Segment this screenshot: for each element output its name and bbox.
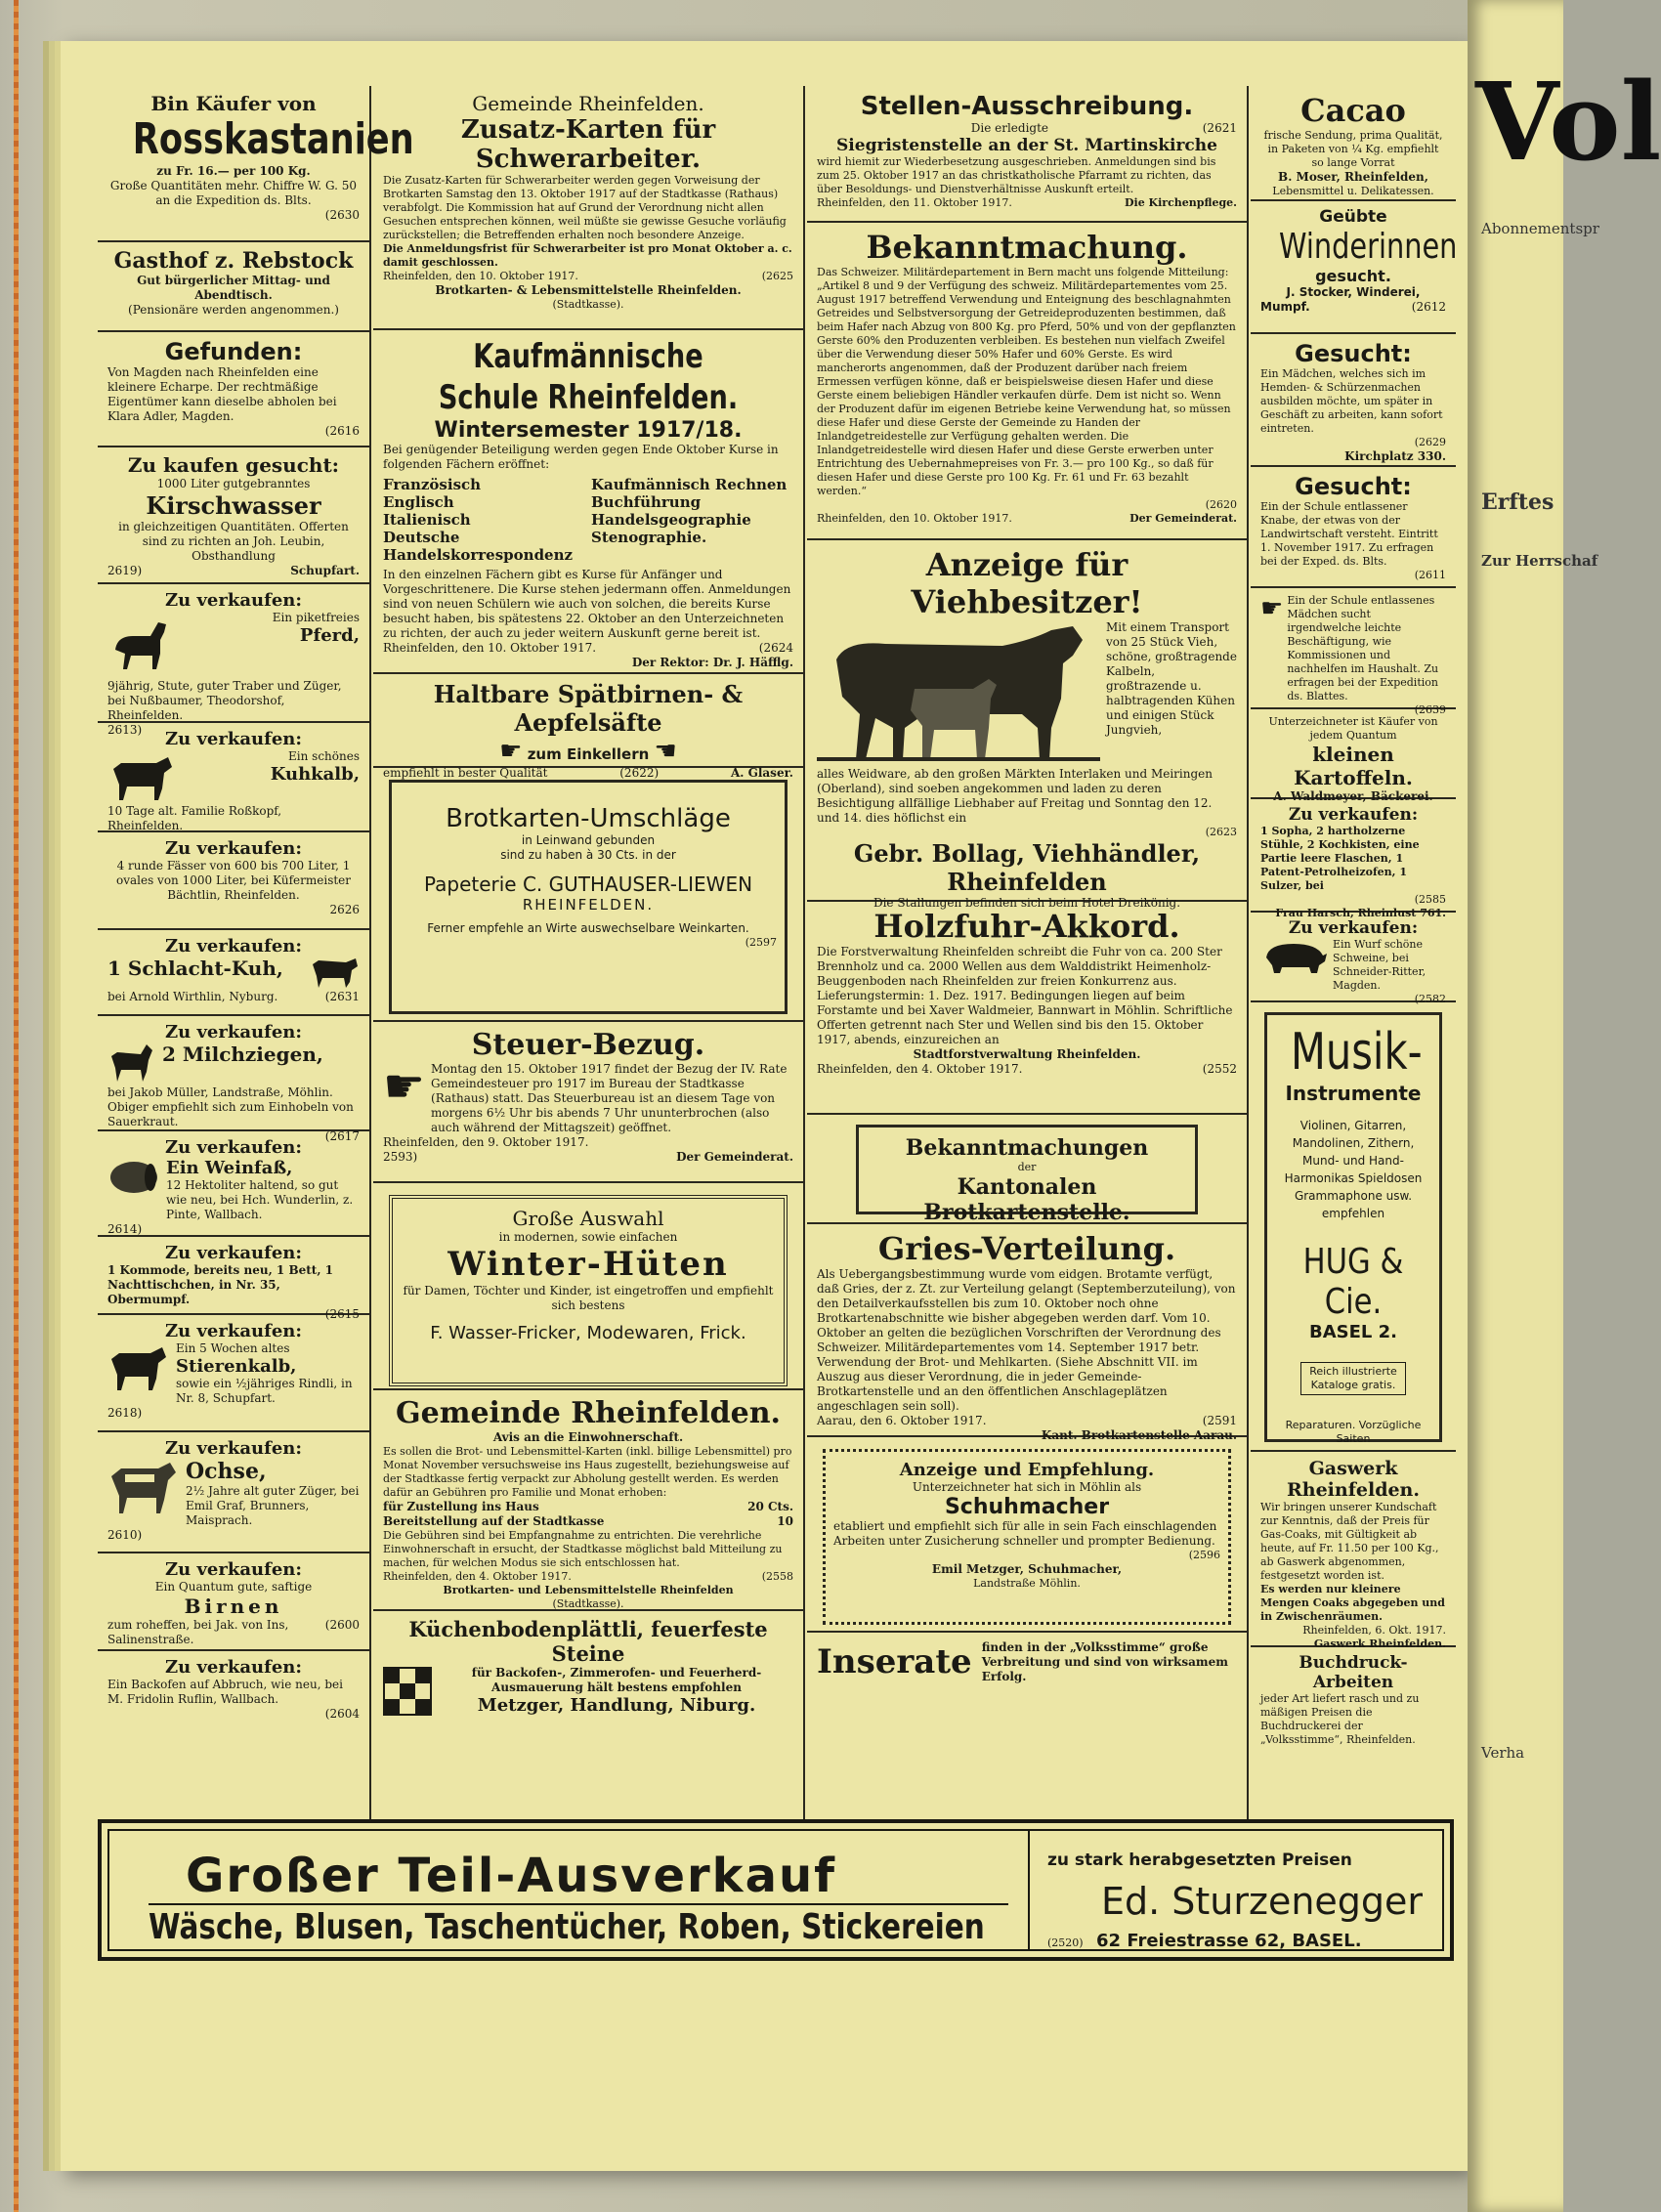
hut-title: Winter-Hüten bbox=[447, 1245, 729, 1284]
kirsch-word: Kirschwasser bbox=[146, 491, 321, 520]
faesser-body: 4 runde Fässer von 600 bis 700 Liter, 1 ovales von 1000 Liter, bei Küfermeister Bächtlin, Rheinfelden. bbox=[115, 859, 352, 902]
ad-inserate bbox=[807, 1633, 1247, 1691]
rebstock-body: Gut bürgerlicher Mittag- und Abendtisch. bbox=[137, 274, 330, 302]
ad-kaufmaennische-schule bbox=[373, 330, 803, 674]
kfm-course-1: Französisch bbox=[383, 476, 482, 493]
rebstock-note: (Pensionäre werden angenommen.) bbox=[128, 303, 339, 317]
facing-page bbox=[1468, 0, 1661, 2212]
backofen-body: Ein Backofen auf Abbruch, wie neu, bei M. Fridolin Ruflin, Wallbach. bbox=[107, 1678, 343, 1706]
steuer-title: Steuer-Bezug. bbox=[471, 1028, 705, 1062]
zusatz-body: Die Zusatz-Karten für Schwerarbeiter werden gegen Vorweisung der Brotkarten Samstag den 13. Oktober 1917 auf der Stadtkasse (Rathaus) verabfolgt. Die Kommission hat auf Grund der Verordnung nicht allen Gesuchen entsprechen können, weil müßte sie gewisse Gesuche vorläufig zurückstellen; die Betreffenden erhalten noch besondere Anzeige. bbox=[383, 174, 787, 241]
kfm-title: Kaufmännische Schule Rheinfelden. bbox=[438, 337, 739, 417]
ad-buchdruck bbox=[1251, 1647, 1456, 1746]
ad-rosskastanien bbox=[98, 86, 414, 242]
birnen-sub: Ein Quantum gute, saftige bbox=[154, 1580, 313, 1594]
stellen-title: Stellen-Ausschreibung. bbox=[860, 92, 1194, 121]
ziegen-title: Zu verkaufen: bbox=[164, 1022, 303, 1042]
kfm-sem: Wintersemester 1917/18. bbox=[434, 418, 743, 443]
ges1-title: Gesucht: bbox=[1295, 340, 1412, 367]
kfm-course-6: Buchführung bbox=[591, 493, 702, 511]
schuh-place: Landstraße Möhlin. bbox=[973, 1577, 1081, 1590]
schuh-sign: Emil Metzger, Schuhmacher, bbox=[931, 1562, 1123, 1576]
kfm-course-3: Italienisch bbox=[383, 511, 471, 529]
gem2-sign2: (Stadtkasse). bbox=[552, 1597, 624, 1610]
ad-steuerbezug bbox=[373, 1022, 803, 1183]
birnen-word: Birnen bbox=[184, 1595, 283, 1618]
kuechen-firm: Metzger, Handlung, Niburg. bbox=[477, 1695, 756, 1716]
bek-code: (2620 bbox=[1205, 498, 1237, 511]
stellen-word: Siegristenstelle an der St. Martinskirche bbox=[836, 136, 1217, 155]
stellen-date: Rheinfelden, den 11. Oktober 1917. bbox=[817, 196, 1012, 209]
ges3-body: Ein der Schule entlassenes Mädchen sucht irgendwelche leichte Beschäftigung, wie Kommissionen und nachhelfen im Haushalt. Zu erfragen bei der Expedition ds. Blattes. bbox=[1287, 594, 1439, 702]
kant-line2: Kantonalen Brotkartenstelle. bbox=[923, 1174, 1130, 1225]
pferd-title: Zu verkaufen: bbox=[164, 590, 303, 611]
brot-body: Ferner empfehle an Wirte auswechselbare Weinkarten. bbox=[427, 921, 749, 935]
steuer-code: 2593) bbox=[383, 1150, 418, 1164]
vieh-body: alles Weidware, ab den großen Märkten Interlaken und Meiringen (Oberland), sind soeben angekommen und laden zu deren Besichtigung allfällige Liebhaber auf Freitag und Sonntag den 12. und 14. dies höflichst ein bbox=[817, 767, 1213, 825]
vieh-firm: Gebr. Bollag, Viehhändler, Rheinfelden bbox=[853, 839, 1201, 896]
backofen-code: (2604 bbox=[324, 1707, 360, 1721]
ad-kantonale-brotkartenstelle bbox=[807, 1115, 1247, 1224]
gefunden-code: (2616 bbox=[324, 424, 360, 438]
steuer-sign: Der Gemeinderat. bbox=[676, 1150, 793, 1164]
kommode-code: (2615 bbox=[324, 1307, 360, 1321]
stier-sub: Ein 5 Wochen altes bbox=[176, 1341, 290, 1355]
gries-code: (2591 bbox=[1202, 1414, 1237, 1427]
ad-kirschwasser bbox=[98, 447, 369, 584]
vieh-side: Mit einem Transport von 25 Stück Vieh, schöne, großtragende Kalbeln, großtrazende u. halbtragenden Kühen und einigen Stück Jungvieh, bbox=[1106, 620, 1237, 737]
ad-weinfass bbox=[98, 1131, 369, 1237]
stellen-sub: Die erledigte bbox=[970, 121, 1049, 135]
ad-bekanntmachung bbox=[807, 223, 1247, 540]
wind-firm: J. Stocker, Winderei, bbox=[1286, 285, 1421, 299]
ad-schweine bbox=[1251, 913, 1456, 1005]
ad-ochse bbox=[98, 1432, 369, 1553]
ges1-addr: Kirchplatz 330. bbox=[1344, 449, 1446, 463]
ochse-word: Ochse, bbox=[186, 1459, 267, 1484]
cattle-illustration-icon bbox=[817, 620, 1100, 767]
kfm-course-7: Handelsgeographie bbox=[591, 511, 751, 529]
pig-icon bbox=[1260, 938, 1329, 977]
brot-sub2: sind zu haben à 30 Cts. in der bbox=[500, 848, 676, 862]
ausverkauf-items: Wäsche, Blusen, Taschentücher, Roben, Stickereien bbox=[149, 1907, 985, 1947]
gas-bold: Es werden nur kleinere Mengen Coaks abgegeben und in Zwischenräumen. bbox=[1260, 1583, 1445, 1623]
kfm-body: In den einzelnen Fächern gibt es Kurse für Anfänger und Vorgeschrittenere. Die Kurse stehen jedermann offen. Anmeldungen sind von neuen Schülern wie auch von solchen, die bereits Kurse besucht haben, bis spätestens 22. Oktober an den Unterzeichneten zu richten, der auch zu jeder weitern Auskunft gerne bereit ist. bbox=[383, 568, 791, 640]
saft-sub: zum Einkellern bbox=[527, 745, 650, 763]
gem2-val1: 20 Cts. bbox=[747, 1500, 793, 1513]
ad-kartoffeln bbox=[1251, 709, 1456, 803]
pointing-hand-icon-left: ☚ bbox=[654, 737, 677, 766]
gem2-sign: Brotkarten- und Lebensmittelstelle Rheinfelden bbox=[443, 1584, 734, 1596]
holz-code: (2552 bbox=[1202, 1062, 1237, 1076]
ziegen-word: 2 Milchziegen, bbox=[162, 1042, 323, 1066]
gem2-body: Es sollen die Brot- und Lebensmittel-Karten (inkl. billige Lebensmittel) pro Monat November versuchsweise ins Haus zugestellt, beziehungsweise auf der Stadtkasse fertig verpackt zur Abholung gestellt werden. Es werden dafür an Gebühren pro Familie und Monat erhoben: bbox=[383, 1445, 792, 1499]
kommode-body: 1 Kommode, bereits neu, 1 Bett, 1 Nachttischchen, in Nr. 35, Obermumpf. bbox=[107, 1263, 334, 1306]
goat-icon bbox=[107, 1042, 156, 1085]
kirsch-code: 2619) bbox=[107, 564, 143, 577]
rk-code: (2630 bbox=[324, 208, 360, 222]
faesser-code: 2626 bbox=[329, 903, 360, 916]
gefunden-body: Von Magden nach Rheinfelden eine kleinere Echarpe. Der rechtmäßige Eigentümer kann dieselbe abholen bei Klara Adler, Magden. bbox=[107, 365, 337, 423]
musik-firm: HUG & Cie. bbox=[1302, 1242, 1404, 1322]
ad-faesser bbox=[98, 832, 369, 930]
musik-cat1: Reich illustrierte bbox=[1309, 1365, 1397, 1378]
gas-title: Gaswerk Rheinfelden. bbox=[1286, 1458, 1420, 1501]
musik-place: BASEL 2. bbox=[1308, 1322, 1397, 1342]
ausverkauf-address: 62 Freiestrasse 62, BASEL. bbox=[1096, 1931, 1362, 1951]
gem2-val2: 10 bbox=[777, 1514, 793, 1528]
weinfass-code: 2614) bbox=[107, 1222, 143, 1236]
brot-firm: Papeterie C. GUTHAUSER-LIEWEN bbox=[423, 872, 753, 896]
musik-rep: Reparaturen. Vorzügliche Saiten bbox=[1285, 1419, 1422, 1445]
inserate-body: finden in der „Volksstimme“ große Verbreitung und sind von wirksamem Erfolg. bbox=[981, 1639, 1228, 1683]
kfm-date: Rheinfelden, den 10. Oktober 1917. bbox=[383, 641, 597, 655]
ochse-code: 2610) bbox=[107, 1528, 143, 1542]
kuechen-title: Küchenbodenplättli, feuerfeste Steine bbox=[408, 1617, 768, 1666]
steuer-body: Montag den 15. Oktober 1917 findet der Bezug der IV. Rate Gemeindesteuer pro 1917 im Bureau der Stadtkasse (Rathaus) statt. Das Steuerbureau ist an diesem Tage von morgens 6½ Uhr bis abends 7 Uhr ununterbrochen (also auch während der Mittagszeit) geöffnet. bbox=[431, 1062, 788, 1134]
ochse-title: Zu verkaufen: bbox=[164, 1438, 303, 1459]
saft-sign: A. Glaser. bbox=[730, 766, 793, 780]
hut-body: für Damen, Töchter und Kinder, ist eingetroffen und empfiehlt sich bestens bbox=[403, 1284, 774, 1312]
ad-maedchen-beschaeftigung bbox=[1251, 588, 1456, 716]
gries-sign: Kant. Brotkartenstelle Aarau. bbox=[1041, 1428, 1237, 1442]
ad-backofen bbox=[98, 1651, 369, 1729]
druck-title: Buchdruck-Arbeiten bbox=[1299, 1653, 1408, 1692]
saft-code: (2622) bbox=[619, 766, 660, 780]
schwein-title: Zu verkaufen: bbox=[1288, 918, 1419, 938]
inserate-title: Inserate bbox=[817, 1642, 972, 1681]
ausverkauf-prices: zu stark herabgesetzten Preisen bbox=[1047, 1850, 1352, 1870]
hut-firm: F. Wasser-Fricker, Modewaren, Frick. bbox=[430, 1323, 746, 1343]
backofen-title: Zu verkaufen: bbox=[164, 1657, 303, 1678]
schwein-code: (2582 bbox=[1414, 993, 1446, 1005]
schuh-body: etabliert und empfiehlt sich für alle in sein Fach einschlagenden Arbeiten unter Zusicherung schneller und prompter Bedienung. bbox=[833, 1519, 1217, 1548]
sofa-firm: Frau Harsch, Rheinlust 761. bbox=[1275, 907, 1446, 919]
pferd-sub: Ein piketfreies bbox=[272, 611, 360, 624]
kalb-title: Zu verkaufen: bbox=[164, 729, 303, 749]
kfm-course-8: Stenographie. bbox=[591, 529, 707, 546]
holz-date: Rheinfelden, den 4. Oktober 1917. bbox=[817, 1062, 1023, 1076]
column-2 bbox=[373, 86, 805, 1890]
calf-icon bbox=[107, 749, 176, 804]
kant-line1: Bekanntmachungen bbox=[905, 1135, 1149, 1161]
ad-sopha bbox=[1251, 799, 1456, 919]
stellen-body: wird hiemit zur Wiederbesetzung ausgeschrieben. Anmeldungen sind bis zum 25. Oktober 1917 an das christkatholische Pfarramt zu richten, das über Besoldungs- und Dienstverhältnisse Auskunft erteilt. bbox=[817, 155, 1216, 195]
gries-body: Als Uebergangsbestimmung wurde vom eidgen. Brotamte verfügt, daß Gries, der z. Zt. zur Verteilung gelangt (Septemberzuteilung), von den Detailverkaufsstellen bis zum 10. Oktober noch ohne Brotkartenabschnitte wie bisher abgegeben werden darf. Vom 10. Oktober an gelten die bezüglichen Vorschriften der Verordnung des Schweizer. Militärdepartementes vom 14. September 1917 betr. Verwendung der Brot- und Mehlkarten. (Siehe Abschnitt VII. im Auszug aus dieser Verordnung, die in jeder Gemeinde-Brotkartenstelle und an den öffentlichen Anschlageplätzen angeschlagen sein soll). bbox=[817, 1267, 1236, 1413]
ad-gesucht-knabe bbox=[1251, 467, 1456, 588]
ausverkauf-rule bbox=[149, 1903, 1008, 1905]
zusatz-sign: Brotkarten- & Lebensmittelstelle Rheinfelden. bbox=[435, 283, 742, 297]
ad-winderinnen bbox=[1251, 201, 1456, 334]
kfm-code: (2624 bbox=[758, 641, 793, 655]
kirsch-title: Zu kaufen gesucht: bbox=[127, 453, 340, 477]
kalb-word: Kuhkalb, bbox=[270, 764, 360, 785]
ad-gefunden bbox=[98, 332, 369, 447]
ad-kuechenboden bbox=[373, 1611, 803, 1719]
barrel-icon bbox=[107, 1158, 160, 1197]
saft-body: empfiehlt in bester Qualität bbox=[383, 766, 548, 780]
birnen-body: zum roheffen, bei Jak. von Ins, Salinenstraße. bbox=[107, 1618, 289, 1646]
ad-milchziegen bbox=[98, 1016, 369, 1143]
pferd-body: 9jährig, Stute, guter Traber und Züger, bei Nußbaumer, Theodorshof, Rheinfelden. bbox=[107, 679, 342, 722]
schlacht-title: Zu verkaufen: bbox=[164, 936, 303, 957]
holz-title: Holzfuhr-Akkord. bbox=[873, 908, 1180, 945]
vieh-note: Die Stallungen befinden sich beim Hotel Dreikönig. bbox=[873, 896, 1181, 910]
gefunden-title: Gefunden: bbox=[164, 338, 303, 365]
kant-der: der bbox=[1017, 1161, 1037, 1173]
schwein-body: Ein Wurf schöne Schweine, bei Schneider-Ritter, Magden. bbox=[1333, 938, 1427, 992]
gries-title: Gries-Verteilung. bbox=[877, 1230, 1176, 1267]
gem2-code: (2558 bbox=[761, 1570, 793, 1583]
ad-gesucht-maedchen bbox=[1251, 334, 1456, 467]
gem-head: Gemeinde Rheinfelden. bbox=[472, 92, 704, 115]
kfm-intro: Bei genügender Beteiligung werden gegen Ende Oktober Kurse in folgenden Fächern eröffnet: bbox=[383, 443, 779, 471]
ad-stierenkalb bbox=[98, 1315, 369, 1432]
ad-saefte bbox=[373, 674, 803, 780]
facing-line-4: Verha bbox=[1481, 1744, 1525, 1762]
cacao-body: frische Sendung, prima Qualität, in Paketen von ¼ Kg. empfiehlt so lange Vorrat bbox=[1263, 129, 1443, 169]
ad-gaswerk bbox=[1251, 1452, 1456, 1650]
vieh-code: (2623 bbox=[1205, 826, 1237, 838]
ges1-code: (2629 bbox=[1414, 436, 1446, 448]
brot-code: (2597 bbox=[745, 936, 777, 949]
gas-date: Rheinfelden, 6. Okt. 1917. bbox=[1302, 1624, 1446, 1637]
wind-sub: gesucht. bbox=[1315, 267, 1391, 285]
cacao-sub: Lebensmittel u. Delikatessen. bbox=[1272, 185, 1434, 197]
schuh-title: Schuhmacher bbox=[944, 1495, 1110, 1519]
ad-schuhmacher bbox=[807, 1437, 1247, 1633]
zusatz-sign2: (Stadtkasse). bbox=[552, 298, 624, 311]
bek-body: Das Schweizer. Militärdepartement in Bern macht uns folgende Mitteilung: „Artikel 8 und 9 der Verfügung des schweiz. Militärdepartementes vom 25. August 1917 betreffend Verwendung und Enteignung des beschlagnahmten Getreides und Selbstversorgung der Getreideproduzenten bestimmen, daß beim Hafer nach Abzug von 800 Kg. pro Pferd, 50% und von der gepflanzten Gerste 60% den Produzenten verbleiben. Es bestehen nun vielfach Zweifel über die Verwendung dieser 50% Hafer und 60% Gerste. Es wird mancherorts angenommen, daß der Produzent darüber nach freiem Ermessen verfügen könne, daß er beispielsweise diesen Hafer und diese Gerste einem beliebigen Händler verkaufen dürfe. Dem ist nicht so. Wenn der Produzent dafür im eigenen Betriebe keine Verwendung hat, so müssen diese Hafer und diese Gerste der Gemeinde zu Handen der Inlandgetreidestelle zur Verfügung gehalten werden. Die Inlandgetreidestelle wird diesen Hafer und diese Gerste erwerben unter Entrichtung des Uebernahmepreises von Fr. 3.— pro 100 Kg., so daß für diesen Hafer und diese Gerste pro 100 Kg. Fr. 61 und Fr. 63 bezahlt werden.“ bbox=[817, 266, 1236, 497]
binding-string bbox=[14, 0, 19, 2212]
tile-pattern-icon bbox=[383, 1667, 432, 1716]
gas-sign: Gaswerk Rheinfelden. bbox=[1313, 1638, 1446, 1650]
faesser-title: Zu verkaufen: bbox=[164, 838, 303, 859]
kuechen-body: für Backofen-, Zimmerofen- und Feuerherd-Ausmauerung hält bestens empfohlen bbox=[471, 1666, 762, 1694]
schlacht-word: 1 Schlacht-Kuh, bbox=[107, 957, 283, 980]
ad-zusatzkarten bbox=[373, 86, 803, 330]
cow-icon bbox=[311, 957, 360, 990]
ad-winter-hueten bbox=[373, 1183, 803, 1390]
pointing-hand-large-icon: ☛ bbox=[383, 1059, 426, 1114]
schuh-sub: Unterzeichneter hat sich in Möhlin als bbox=[912, 1480, 1142, 1494]
rebstock-title: Gasthof z. Rebstock bbox=[113, 248, 354, 274]
musik-cat2: Kataloge gratis. bbox=[1310, 1379, 1396, 1391]
musik-title: Musik- bbox=[1291, 1023, 1423, 1082]
kirsch-sub: 1000 Liter gutgebranntes bbox=[156, 477, 311, 490]
bek-sign: Der Gemeinderat. bbox=[1129, 512, 1237, 525]
musik-body: Violinen, Gitarren, Mandolinen, Zithern, Mund- und Hand-Harmonikas Spieldosen Grammaphone usw. empfehlen bbox=[1284, 1119, 1423, 1220]
ad-kuhkalb bbox=[98, 723, 369, 832]
zusatz-title: Zusatz-Karten für Schwerarbeiter. bbox=[460, 115, 716, 174]
brot-sub1: in Leinwand gebunden bbox=[521, 833, 656, 847]
stellen-sign: Die Kirchenpflege. bbox=[1125, 196, 1237, 209]
zusatz-bold: Die Anmeldungsfrist für Schwerarbeiter ist pro Monat Oktober a. c. damit geschlossen. bbox=[383, 242, 792, 269]
ziegen-body: bei Jakob Müller, Landstraße, Möhlin. Obiger empfiehlt sich zum Einhobeln von Sauerkraut. bbox=[107, 1085, 354, 1128]
weinfass-word: Ein Weinfaß, bbox=[166, 1158, 293, 1178]
gries-date: Aarau, den 6. Oktober 1917. bbox=[817, 1414, 987, 1427]
schlacht-body: bei Arnold Wirthlin, Nyburg. bbox=[107, 990, 278, 1003]
gem2-date: Rheinfelden, den 4. Oktober 1917. bbox=[383, 1570, 572, 1583]
sofa-body: 1 Sopha, 2 hartholzerne Stühle, 2 Kochkisten, eine Partie leere Flaschen, 1 Patent-Petrolheizofen, 1 Sulzer, bei bbox=[1260, 825, 1420, 892]
rk-price: zu Fr. 16.— per 100 Kg. bbox=[156, 164, 311, 178]
kommode-title: Zu verkaufen: bbox=[164, 1243, 303, 1263]
schuh-head: Anzeige und Empfehlung. bbox=[899, 1460, 1155, 1480]
ad-viehbesitzer bbox=[807, 540, 1247, 910]
stier-code: 2618) bbox=[107, 1406, 143, 1420]
bull-calf-icon bbox=[107, 1341, 170, 1396]
gem2-body2: Die Gebühren sind bei Empfangnahme zu entrichten. Die verehrliche Einwohnerschaft in ersucht, der Stadtkasse möglichst bald Mitteilung zu machen, für welchen Modus sie sich entschlossen hat. bbox=[383, 1529, 783, 1569]
schlacht-code: (2631 bbox=[324, 990, 360, 1003]
gem2-sub: Avis an die Einwohnerschaft. bbox=[492, 1430, 684, 1444]
cacao-firm: B. Moser, Rheinfelden, bbox=[1278, 170, 1428, 184]
bek-date: Rheinfelden, den 10. Oktober 1917. bbox=[817, 512, 1012, 525]
ochse-body: 2½ Jahre alt guter Züger, bei Emil Graf, Brunners, Maisprach. bbox=[186, 1484, 360, 1527]
ges1-body: Ein Mädchen, welches sich im Hemden- & Schürzenmachen ausbilden möchte, um später in Geschäft zu arbeiten, kann sofort eintreten. bbox=[1260, 367, 1443, 435]
ges2-code: (2611 bbox=[1414, 569, 1446, 581]
stellen-code: (2621 bbox=[1202, 121, 1237, 135]
weinfass-title: Zu verkaufen: bbox=[164, 1137, 303, 1158]
ad-birnen bbox=[98, 1553, 369, 1651]
kfm-course-5: Kaufmännisch Rechnen bbox=[591, 476, 788, 493]
rk-title: Rosskastanien bbox=[132, 114, 414, 164]
facing-line-2: Erftes bbox=[1481, 489, 1555, 515]
ges2-body: Ein der Schule entlassener Knabe, der etwas von der Landwirtschaft versteht. Eintritt 1. November 1917. Zu erfragen bei der Exped. ds. Blts. bbox=[1260, 500, 1438, 568]
kalb-sub: Ein schönes bbox=[288, 749, 360, 763]
ad-cacao bbox=[1251, 86, 1456, 201]
ad-musik-instrumente bbox=[1251, 1002, 1456, 1452]
wind-head: Geübte bbox=[1319, 207, 1387, 227]
saft-title: Haltbare Spätbirnen- & Aepfelsäfte bbox=[433, 680, 744, 737]
stier-title: Zu verkaufen: bbox=[164, 1321, 303, 1341]
ausverkauf-divider bbox=[1028, 1831, 1030, 1949]
ad-pferd bbox=[98, 584, 369, 737]
ausverkauf-headline: Großer Teil-Ausverkauf bbox=[186, 1849, 837, 1903]
weinfass-body: 12 Hektoliter haltend, so gut wie neu, bei Hch. Wunderlin, z. Pinte, Wallbach. bbox=[166, 1178, 354, 1221]
pferd-word: Pferd, bbox=[299, 625, 360, 646]
wind-place: Mumpf. bbox=[1260, 300, 1310, 314]
ad-brotkarten-umschlaege bbox=[373, 768, 803, 1022]
holz-body: Die Forstverwaltung Rheinfelden schreibt die Fuhr von ca. 200 Ster Brennholz und ca. 2000 Wellen aus dem Walddistrikt Heimenholz-Beuggenboden nach Rheinfelden zur freien Konkurrenz aus. Lieferungstermin: 1. Dez. 1917. Bedingungen liegen auf beim Forstamte und bei Xaver Waldmeier, Bannwart in Möhlin. Schriftliche Offerten getrennt nach Ster und Wellen sind bis den 15. Oktober 1917, abends, einzureichen an bbox=[817, 945, 1233, 1046]
ausverkauf-code: (2520) bbox=[1047, 1936, 1084, 1949]
rk-body: Große Quantitäten mehr. Chiffre W. G. 50 an die Expedition ds. Blts. bbox=[109, 179, 358, 207]
hut-sub: in modernen, sowie einfachen bbox=[498, 1230, 678, 1244]
gem2-row2: Bereitstellung auf der Stadtkasse bbox=[383, 1514, 605, 1528]
facing-line-1: Abonnementspr bbox=[1481, 220, 1599, 237]
kart-word: kleinen Kartoffeln. bbox=[1294, 743, 1413, 789]
ad-stellen-ausschreibung bbox=[807, 86, 1247, 223]
gem2-title: Gemeinde Rheinfelden. bbox=[396, 1396, 781, 1430]
pointing-hand-icon: ☛ bbox=[499, 737, 523, 766]
ad-kommode bbox=[98, 1237, 369, 1321]
schuh-code: (2596 bbox=[1188, 1549, 1220, 1561]
ad-teil-ausverkauf bbox=[98, 1819, 1454, 1961]
ad-holzfuhr bbox=[807, 902, 1247, 1115]
ad-schlachtkuh bbox=[98, 930, 369, 1016]
kfm-course-2: Englisch bbox=[383, 493, 454, 511]
vieh-title: Anzeige für Viehbesitzer! bbox=[911, 546, 1143, 620]
ad-gries-verteilung bbox=[807, 1224, 1247, 1442]
wind-title: Winderinnen bbox=[1279, 227, 1458, 267]
bek-title: Bekanntmachung. bbox=[866, 229, 1188, 266]
druck-body: jeder Art liefert rasch und zu mäßigen Preisen die Buchdruckerei der „Volksstimme“, Rheinfelden. bbox=[1260, 1692, 1420, 1746]
musik-sub: Instrumente bbox=[1285, 1082, 1422, 1105]
kart-firm: A. Waldmeyer, Bäckerei. bbox=[1273, 789, 1433, 803]
kart-body: Unterzeichneter ist Käufer von jedem Quantum bbox=[1268, 715, 1438, 742]
ox-icon bbox=[107, 1459, 180, 1517]
ausverkauf-firm: Ed. Sturzenegger bbox=[1101, 1880, 1424, 1923]
rk-head: Bin Käufer von bbox=[150, 92, 317, 115]
kfm-course-4: Deutsche Handelskorrespondenz bbox=[383, 529, 574, 564]
birnen-title: Zu verkaufen: bbox=[164, 1559, 303, 1580]
ges3-code: (2639 bbox=[1414, 703, 1446, 716]
facing-line-3: Zur Herrschaf bbox=[1481, 552, 1598, 570]
steuer-date: Rheinfelden, den 9. Oktober 1917. bbox=[383, 1135, 589, 1149]
zusatz-date: Rheinfelden, den 10. Oktober 1917. bbox=[383, 270, 578, 282]
stier-word: Stierenkalb, bbox=[176, 1356, 297, 1377]
ges2-title: Gesucht: bbox=[1295, 473, 1412, 500]
hut-head: Große Auswahl bbox=[512, 1207, 664, 1230]
pferd-code: 2613) bbox=[107, 723, 143, 737]
ziegen-code: (2617 bbox=[324, 1129, 360, 1143]
horse-icon bbox=[107, 611, 176, 679]
brot-title: Brotkarten-Umschläge bbox=[446, 804, 731, 833]
cacao-title: Cacao bbox=[1300, 92, 1406, 129]
birnen-code: (2600 bbox=[324, 1618, 360, 1632]
pointing-hand-icon-2: ☛ bbox=[1260, 594, 1284, 623]
zusatz-code: (2625 bbox=[761, 270, 793, 282]
sofa-code: (2585 bbox=[1414, 893, 1446, 906]
gem2-row1: für Zustellung ins Haus bbox=[383, 1500, 539, 1513]
kirsch-place: Schupfart. bbox=[290, 564, 360, 577]
kirsch-body: in gleichzeitigen Quantitäten. Offerten sind zu richten an Joh. Leubin, Obsthandlung bbox=[118, 520, 349, 563]
kfm-sign: Der Rektor: Dr. J. Häfflg. bbox=[631, 656, 793, 669]
gas-body: Wir bringen unserer Kundschaft zur Kenntnis, daß der Preis für Gas-Coaks, mit Gültigkeit ab heute, auf Fr. 11.50 per 100 Kg., ab Gaswerk abgenommen, festgesetzt worden ist. bbox=[1260, 1501, 1439, 1582]
column-4 bbox=[1251, 86, 1456, 1890]
brot-place: RHEINFELDEN. bbox=[522, 896, 655, 914]
ad-rebstock bbox=[98, 242, 369, 332]
sofa-title: Zu verkaufen: bbox=[1288, 805, 1419, 825]
kalb-body: 10 Tage alt. Familie Roßkopf, Rheinfelden. bbox=[107, 804, 282, 832]
holz-sign: Stadtforstverwaltung Rheinfelden. bbox=[913, 1047, 1141, 1061]
wind-code: (2612 bbox=[1411, 300, 1446, 314]
stier-body: sowie ein ½jähriges Rindli, in Nr. 8, Schupfart. bbox=[176, 1377, 353, 1405]
ad-gemeinde-avis bbox=[373, 1390, 803, 1611]
facing-masthead: Vol bbox=[1475, 59, 1661, 185]
column-3 bbox=[807, 86, 1249, 1890]
